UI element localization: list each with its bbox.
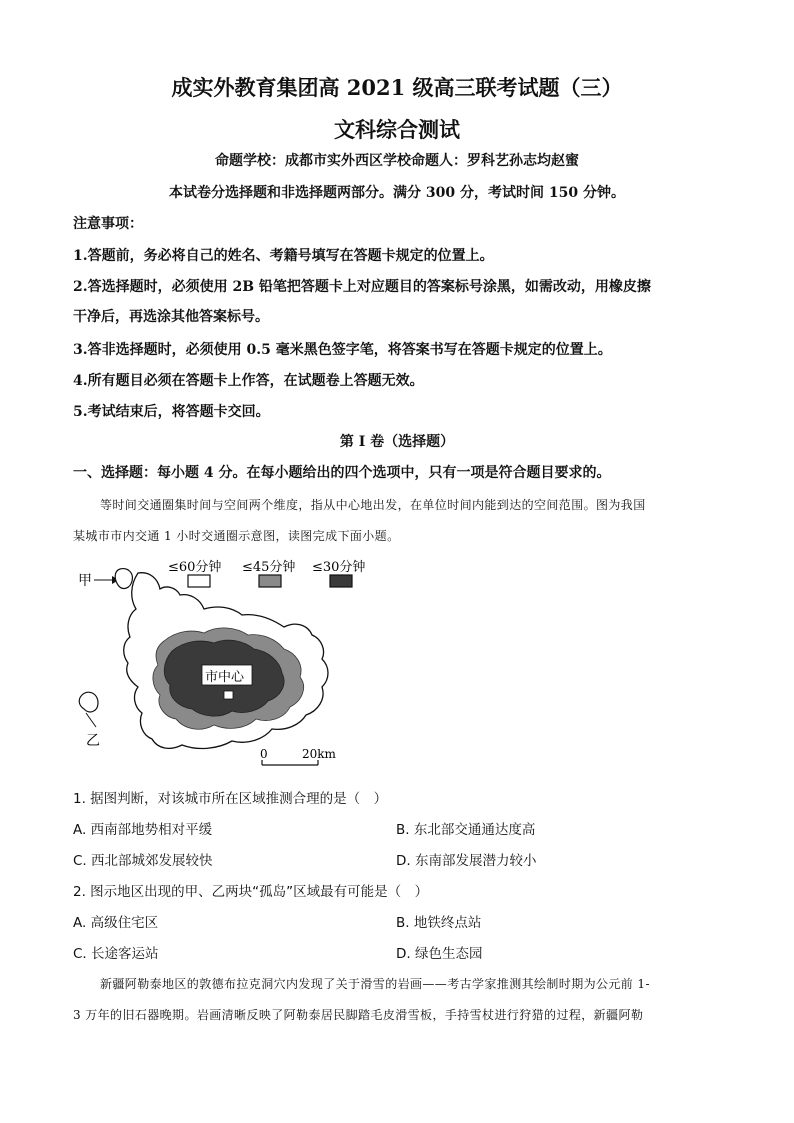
option-d[interactable]: D. 东南部发展潜力较小 [396, 853, 537, 869]
section-instruction: 一、选择题：每小题 4 分。在每小题给出的四个选项中，只有一项是符合题目要求的。 [73, 465, 611, 481]
passage1-line: 某城市市内交通 1 小时交通圈示意图，读图完成下面小题。 [73, 529, 400, 543]
arrow-yi [86, 713, 96, 727]
notice-item: 3.答非选择题时，必须使用 0.5 毫米黑色签字笔，将答案书写在答题卡规定的位置上。 [73, 342, 612, 358]
section-title: 第 I 卷（选择题） [339, 434, 455, 450]
option-b[interactable]: B. 地铁终点站 [396, 915, 482, 931]
legend-label-45: ≤45分钟 [242, 560, 296, 575]
traffic-circle-map [72, 555, 372, 770]
notice-item: 干净后，再选涂其他答案标号。 [73, 309, 269, 325]
option-d[interactable]: D. 绿色生态园 [396, 946, 483, 962]
legend-swatch-60 [188, 575, 210, 587]
setters-line: 命题学校：成都市实外西区学校命题人：罗科艺孙志均赵蜜 [215, 153, 579, 169]
option-a[interactable]: A. 高级住宅区 [73, 915, 159, 931]
score-note: 本试卷分选择题和非选择题两部分。满分 300 分，考试时间 150 分钟。 [169, 185, 625, 201]
notice-heading: 注意事项： [73, 216, 143, 232]
exam-subtitle: 文科综合测试 [334, 117, 460, 142]
legend-swatch-45 [259, 575, 281, 587]
notice-item: 5.考试结束后，将答题卡交回。 [73, 404, 270, 420]
island-yi [79, 692, 98, 712]
legend-label-30: ≤30分钟 [312, 560, 366, 575]
label-jia: 甲 [78, 573, 92, 589]
scale-end: 20km [302, 747, 336, 761]
option-c[interactable]: C. 长途客运站 [73, 946, 159, 962]
passage2-line: 3 万年的旧石器晚期。岩画清晰反映了阿勒泰居民脚踏毛皮滑雪板，手持雪杖进行狩猎的过程，新疆阿勒 [73, 1008, 644, 1022]
notice-item: 1.答题前，务必将自己的姓名、考籍号填写在答题卡规定的位置上。 [73, 248, 494, 264]
label-yi: 乙 [86, 733, 100, 749]
legend-label-60: ≤60分钟 [168, 560, 222, 575]
question-stem: 2. 图示地区出现的甲、乙两块“孤岛”区域最有可能是（ ） [73, 884, 429, 900]
city-center-marker [224, 691, 233, 699]
passage1-line: 等时间交通圈集时间与空间两个维度，指从中心地出发，在单位时间内能到达的空间范围。图为我国 [100, 498, 646, 512]
option-a[interactable]: A. 西南部地势相对平缓 [73, 822, 213, 838]
city-center-label: 市中心 [205, 670, 245, 685]
notice-item: 4.所有题目必须在答题卡上作答，在试题卷上答题无效。 [73, 373, 424, 389]
legend-swatch-30 [330, 575, 352, 587]
exam-title: 成实外教育集团高 2021 级高三联考试题（三） [171, 75, 623, 100]
option-b[interactable]: B. 东北部交通通达度高 [396, 822, 536, 838]
notice-item: 2.答选择题时，必须使用 2B 铅笔把答题卡上对应题目的答案标号涂黑，如需改动，用橡皮擦 [73, 279, 651, 295]
island-jia [115, 569, 132, 589]
scale-zero: 0 [260, 747, 268, 761]
question-stem: 1. 据图判断，对该城市所在区域推测合理的是（ ） [73, 791, 388, 807]
passage2-line: 新疆阿勒泰地区的敦德布拉克洞穴内发现了关于滑雪的岩画——考古学家推测其绘制时期为公元前 1- [100, 977, 650, 991]
option-c[interactable]: C. 西北部城郊发展较快 [73, 853, 213, 869]
